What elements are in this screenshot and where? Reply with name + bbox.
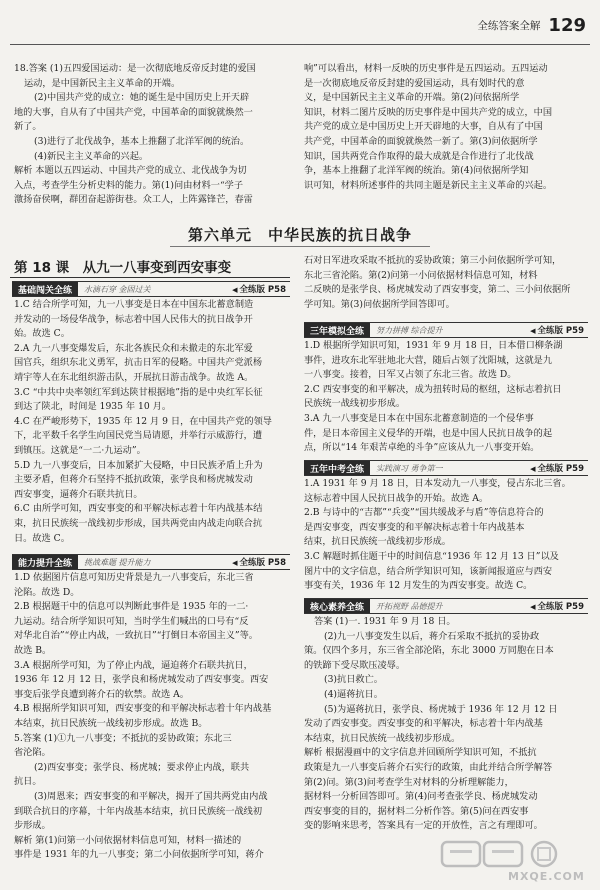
text-line: 5.答案 (1)①九一八事变；不抵抗的妥协政策；东北三	[14, 732, 232, 744]
text-line: 1.A 1931 年 9 月 18 日，日本发动九一八事变，侵占东北三省。	[304, 478, 571, 489]
text-line: 西安事变的目的，据材料二分析作答。第(5)问在西安事	[304, 805, 529, 817]
text-line: 入点，考查学生分析史料的能力。第(1)问由材料一“学子	[14, 179, 244, 191]
text-line: 步形成。	[14, 820, 51, 832]
text-line: (3)周恩来；西安事变的和平解决，揭开了国共两党由内战	[34, 790, 268, 802]
watermark-logo	[440, 838, 590, 884]
text-line: 日。故选 C。	[14, 532, 70, 544]
continued-answer	[304, 254, 588, 312]
text-line: 2.A 九一八事变爆发后，东北各族民众和未撤走的东北军爱	[14, 342, 253, 354]
text-line: 事变后张学良遭到蒋介石的软禁。故选 A。	[14, 688, 189, 700]
text-line: 地的大事，自从有了中国共产党，中国革命的面貌就焕然一	[14, 106, 253, 118]
text-line: (4)新民主主义革命的兴起。	[34, 150, 149, 162]
text-line: 主要矛盾，但蒋介石坚持不抵抗政策，张学良和杨虎城发动	[14, 474, 253, 486]
text-line: 省沦陷。	[14, 747, 51, 759]
text-line: 2.B 根据题干中的信息可以判断此事件是 1935 年的一二·	[14, 601, 249, 613]
text-line: (4)逼蒋抗日。	[324, 688, 383, 700]
text-line: 到达了陕北，时间是 1935 年 10 月。	[14, 401, 172, 413]
text-line: 1.D 根据所学知识可知，1931 年 9 月 18 日，日本借口柳条湖	[304, 340, 563, 351]
banner-version: ◀ 全练版 P59	[530, 464, 584, 474]
lesson-rule	[10, 277, 290, 278]
text-line: 的铁蹄下受尽欺压凌辱。	[304, 659, 406, 671]
text-line: 民族统一战线初步形成。	[304, 398, 406, 410]
text-line: 一八事变。接着，日军又占领了东北三省。故选 D。	[304, 369, 517, 381]
text-line: 响”可以看出，材料一反映的历史事件是五四运动。五四运动	[304, 63, 548, 74]
page-number: 129	[548, 14, 586, 36]
banner-title: 三年模拟全练	[304, 323, 370, 337]
text-line: 解析 根据漫画中的文字信息并回顾所学知识可知，不抵抗	[304, 747, 537, 759]
text-line: (2)九一八事变发生以后，蒋介石采取不抵抗的妥协政	[324, 630, 540, 642]
banner-slogan: 水滴石穿 金固过关	[84, 284, 151, 294]
text-line: 结束，抗日民族统一战线初步形成。	[304, 536, 451, 548]
text-line: 4.C 在严峻形势下，1935 年 12 月 9 日，在中国共产党的领导	[14, 415, 272, 427]
unit-rule	[170, 246, 430, 247]
banner-title: 核心素养全练	[304, 599, 370, 613]
text-line: 知识，国共两党合作取得的最大成就是合作进行了北伐战	[304, 150, 534, 162]
page-header	[477, 8, 586, 42]
watermark-logo-icon	[440, 838, 590, 884]
text-line: 变的影响来思考，答案具有一定的开放性，言之有理即可。	[304, 820, 543, 832]
banner-version: ◀ 全练版 P58	[232, 558, 286, 568]
text-line: 据材料一分析回答即可。第(4)问考查张学良、杨虎城发动	[304, 791, 538, 803]
unit-title: 第六单元 中华民族的抗日战争	[187, 226, 412, 244]
text-line: 1.D 依据图片信息可知历史背景是九一八事变后，东北三省	[14, 572, 254, 583]
text-line: 下，北平数千名学生向国民党当局请愿，并举行示威游行，遭	[14, 430, 263, 442]
banner-slogan: 开拓视野 品德提升	[376, 601, 443, 611]
text-line: 束，抗日民族统一战线初步形成，国共两党由内战走向联合抗	[14, 517, 263, 529]
triangle-icon: ◀	[530, 603, 536, 611]
text-line: 5.D 九一八事变后，日本加紧扩大侵略，中日民族矛盾上升为	[14, 459, 263, 471]
banner-ability	[12, 554, 290, 570]
answer-18-left	[14, 62, 292, 222]
text-line: 3.C “中共中央率领红军到达陕甘根据地”指的是中央红军长征	[14, 386, 263, 398]
header-rule	[10, 44, 590, 45]
banner-slogan: 实践演习 勇争第一	[376, 463, 443, 473]
text-line: 2.B 与诗中的“吉都”“兵变”“国共缓战矛与盾”等信息符合的	[304, 507, 544, 519]
three-year-answers	[304, 339, 588, 454]
text-line: 2.C 西安事变的和平解决，成为扭转时局的枢纽，这标志着抗日	[304, 383, 562, 395]
text-line: 政策是九一八事变后蒋介石实行的政策，由此并结合所学解答	[304, 761, 553, 773]
banner-title: 能力提升全练	[12, 555, 78, 569]
text-line: 是一次彻底地反帝反封建的爱国运动，具有划时代的意	[304, 77, 525, 89]
text-line: 事件是 1931 年的九一八事变；第二小问依据所学可知，蒋介	[14, 849, 264, 861]
text-line: 3.A 根据所学可知，为了停止内战，逼迫蒋介石联共抗日，	[14, 659, 253, 671]
text-line: 激扬奋侯啊，群团奋起游街巷。众工人，上阵露锋芒，春雷	[14, 194, 253, 206]
text-line: 知识，材料二图片反映的历史事件是中国共产党的成立，中国	[304, 106, 553, 118]
text-line: 第(2)问。第(3)问考查学生对材料的分析理解能力，	[304, 776, 514, 788]
five-year-answers	[304, 477, 588, 592]
text-line: 3.A 九一八事变是日本在中国东北蓄意制造的一个侵华事	[304, 412, 534, 424]
text-line: 是西安事变，西安事变的和平解决标志着十年内战基本	[304, 521, 525, 533]
text-line: 答案 (1)一. 1931 年 9 月 18 日。	[314, 616, 456, 627]
text-line: 争，基本上推翻了北洋军阀的统治。第(4)问依据所学知	[304, 165, 529, 177]
text-line: 二反映的是张学良、杨虎城发动了西安事变，第二、三小问依据所	[304, 284, 571, 296]
text-line: 靖宇等人在东北组织游击队，开展抗日游击战争。故选 A。	[14, 371, 254, 383]
text-line: 发动了西安事变。西安事变的和平解决，标志着十年内战基	[304, 718, 543, 730]
text-line: 图片中的文字信息，结合所学知识可知，该新闻报道应与西安	[304, 565, 553, 577]
text-line: 到镇压。这就是“一二·九运动”。	[14, 444, 146, 456]
text-line: 共产党，中国革命的面貌就焕然一新了。第(3)问依据所学	[304, 135, 538, 147]
banner-version: ◀ 全练版 P58	[232, 285, 286, 295]
text-line: 1936 年 12 月 12 日，张学良和杨虎城发动了西安事变。西安	[14, 674, 269, 686]
text-line: 件，是日本帝国主义侵华的开端，也是中国人民抗日战争的起	[304, 427, 553, 439]
text-line: 对华北自治”“停止内战，一致抗日”“打倒日本帝国主义”等。	[14, 630, 258, 642]
banner-three-year	[304, 322, 588, 338]
text-line: 本结束，抗日民族统一战线初步形成。故选 B。	[14, 717, 208, 729]
triangle-icon: ◀	[232, 559, 238, 567]
text-line: (2)西安事变；张学良、杨虎城；要求停止内战，联共	[34, 761, 250, 773]
text-line: 解析 本题以五四运动、中国共产党的成立、北伐战争为切	[14, 165, 247, 177]
text-line: 事变有关，1936 年 12 月发生的为西安事变。故选 C。	[304, 580, 533, 592]
triangle-icon: ◀	[530, 327, 536, 335]
text-line: 国官兵，组织东北义勇军，抗击日军的侵略。中国共产党派杨	[14, 357, 263, 369]
text-line: 西安事变，逼蒋介石联共抗日。	[14, 488, 143, 500]
banner-basic	[12, 281, 290, 297]
text-line: 学可知。第(3)问依据所学回答即可。	[304, 298, 455, 310]
book-brand: 全练答案全解	[477, 19, 541, 32]
text-line: 点，所以“14 年艰苦卓绝的斗争”应该从九一八事变开始。	[304, 442, 540, 454]
text-line: 解析 第(1)问第一小问依据材料信息可知，材料一描述的	[14, 834, 242, 846]
banner-slogan: 挑战难题 提升能力	[84, 557, 151, 567]
text-line: (3)抗日救亡。	[324, 674, 383, 686]
banner-version: ◀ 全练版 P59	[530, 326, 584, 336]
banner-title: 五年中考全练	[304, 461, 370, 475]
core-answers	[304, 615, 588, 832]
text-line: 这标志着中国人民抗日战争的开始。故选 A。	[304, 492, 489, 504]
banner-five-year	[304, 460, 588, 476]
text-line: (2)中国共产党的成立：她的诞生是中国历史上开天辟	[34, 92, 250, 104]
text-line: 运动，是中国新民主主义革命的开端。	[24, 77, 181, 89]
text-line: 1.C 结合所学可知，九一八事变是日本在中国东北蓄意制造	[14, 299, 254, 310]
text-line: 事件，进攻东北军驻地北大营，随后占领了沈阳城，这就是九	[304, 354, 553, 366]
text-line: 6.C 由所学可知，西安事变的和平解决标志着十年内战基本结	[14, 503, 263, 515]
text-line: (5)为逼蒋抗日，张学良、杨虎城于 1936 年 12 月 12 日	[324, 703, 558, 715]
basic-answers	[14, 298, 292, 544]
banner-core	[304, 598, 588, 614]
ability-answers	[14, 571, 292, 863]
text-line: 石对日军进攻采取不抵抗的妥协政策；第三小问依据所学可知，	[304, 255, 562, 266]
text-line: 策。仅四个多月，东三省全部沦陷，东北 3000 万同胞在日本	[304, 645, 554, 657]
banner-title: 基础闯关全练	[12, 282, 78, 296]
watermark-url: MXQE.COM	[508, 870, 585, 883]
banner-slogan: 努力拼搏 综合提升	[376, 325, 443, 335]
text-line: 九运动。结合所学知识可知，当时学生们喊出的口号有“反	[14, 615, 249, 627]
text-line: 本结束，抗日民族统一战线初步形成。	[304, 732, 461, 744]
banner-version: ◀ 全练版 P59	[530, 602, 584, 612]
text-line: 义，是中国新民主主义革命的开端。第(2)问依据所学	[304, 92, 520, 104]
text-line: 识可知，材料所述事件的共同主题是新民主主义革命的兴起。	[304, 179, 553, 191]
text-line: 新了。	[14, 121, 42, 133]
answer-18-right	[304, 62, 588, 222]
triangle-icon: ◀	[232, 286, 238, 294]
text-line: 故选 B。	[14, 644, 52, 656]
text-line: 到联合抗日的序幕，十年内战基本结束，抗日民族统一战线初	[14, 805, 263, 817]
text-line: 始。故选 C。	[14, 328, 70, 340]
text-line: 东北三省沦陷。第(2)问第一小问依据材料信息可知，材料	[304, 269, 538, 281]
text-line: 共产党的成立是中国历史上开天辟地的大事，自从有了中国	[304, 121, 543, 133]
text-line: 并发动的一场侵华战争，标志着中国人民伟大的抗日战争开	[14, 313, 253, 325]
text-line: 抗日。	[14, 776, 42, 788]
text-line: (3)进行了北伐战争，基本上推翻了北洋军阀的统治。	[34, 135, 250, 147]
triangle-icon: ◀	[530, 465, 536, 473]
text-line: 18.答案 (1)五四爱国运动：是一次彻底地反帝反封建的爱国	[14, 63, 256, 74]
lesson-title: 第 18 课 从九一八事变到西安事变	[14, 260, 232, 276]
text-line: 3.C 解题时抓住题干中的时间信息“1936 年 12 月 13 日”以及	[304, 550, 559, 562]
text-line: 4.B 根据所学知识可知，西安事变的和平解决标志着十年内战基	[14, 703, 272, 715]
text-line: 沦陷。故选 D。	[14, 586, 80, 598]
